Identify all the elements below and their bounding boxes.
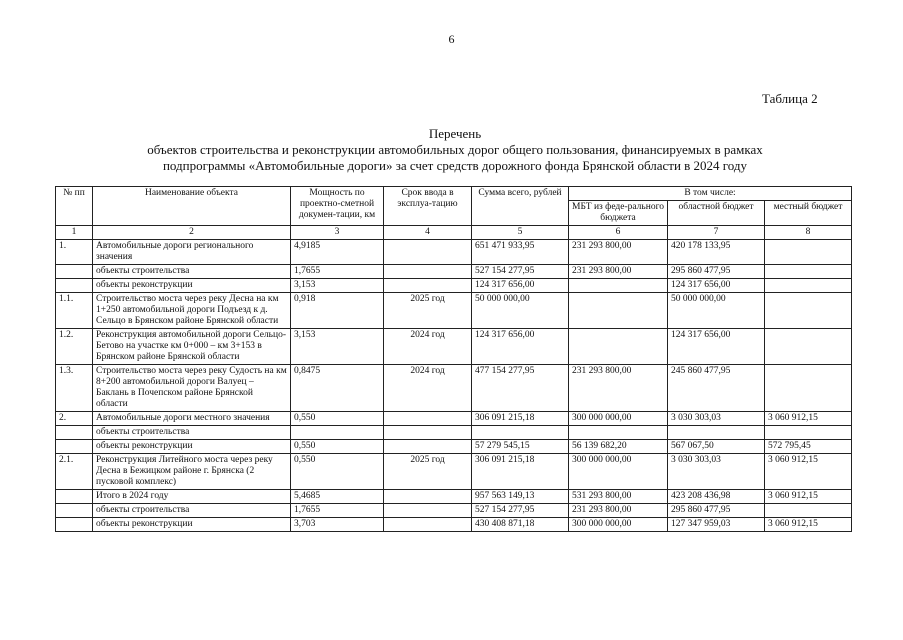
capacity-value: 0,918 (291, 293, 384, 329)
term-value: 2024 год (384, 365, 472, 412)
mbt-value (569, 426, 668, 440)
table-row (56, 412, 852, 426)
header-including: В том числе: (569, 187, 852, 201)
sum-value: 477 154 277,95 (472, 365, 569, 412)
object-name: Строительство моста через реку Судость на км 8+200 автомобильной дороги Валуец – Баклань в Почепском районе Брянской области (93, 365, 291, 412)
term-value: 2024 год (384, 329, 472, 365)
regional-value: 3 030 303,03 (668, 412, 765, 426)
page-number: 6 (448, 32, 455, 46)
local-value (765, 279, 852, 293)
sum-value: 124 317 656,00 (472, 279, 569, 293)
column-numbers-row (56, 226, 852, 240)
object-name: объекты реконструкции (93, 440, 291, 454)
regional-value: 124 317 656,00 (668, 279, 765, 293)
sum-value: 57 279 545,15 (472, 440, 569, 454)
term-value: 2025 год (384, 454, 472, 490)
row-number (56, 518, 93, 532)
object-name: Автомобильные дороги местного значения (93, 412, 291, 426)
sum-value (472, 426, 569, 440)
row-number: 1. (56, 240, 93, 265)
table-row (56, 329, 852, 365)
regional-value: 295 860 477,95 (668, 504, 765, 518)
row-number (56, 265, 93, 279)
term-value (384, 426, 472, 440)
sum-value: 527 154 277,95 (472, 504, 569, 518)
local-value: 3 060 912,15 (765, 412, 852, 426)
mbt-value: 300 000 000,00 (569, 518, 668, 532)
col-number: 4 (384, 226, 472, 240)
sum-value: 306 091 215,18 (472, 412, 569, 426)
capacity-value: 4,9185 (291, 240, 384, 265)
regional-value: 124 317 656,00 (668, 329, 765, 365)
term-value (384, 504, 472, 518)
mbt-value: 531 293 800,00 (569, 490, 668, 504)
header-term: Срок ввода в эксплуа-тацию (384, 187, 472, 226)
title-line-1: Перечень (428, 126, 482, 141)
total-row (56, 518, 852, 532)
row-number (56, 440, 93, 454)
row-number: 1.2. (56, 329, 93, 365)
local-value: 3 060 912,15 (765, 454, 852, 490)
term-value (384, 279, 472, 293)
regional-value: 245 860 477,95 (668, 365, 765, 412)
title-line-3: подпрограммы «Автомобильные дороги» за счет средств дорожного фонда Брянской области в 2024 году (162, 158, 748, 173)
object-name: Реконструкция автомобильной дороги Сельцо-Бетово на участке км 0+000 – км 3+153 в Брянском районе Брянской области (93, 329, 291, 365)
col-number: 6 (569, 226, 668, 240)
header-no: № пп (56, 187, 93, 226)
capacity-value: 5,4685 (291, 490, 384, 504)
local-value: 3 060 912,15 (765, 490, 852, 504)
object-name: Реконструкция Литейного моста через реку Десна в Бежицком районе г. Брянска (2 пусковой комплекс) (93, 454, 291, 490)
total-row (56, 504, 852, 518)
sum-value: 957 563 149,13 (472, 490, 569, 504)
total-row (56, 490, 852, 504)
mbt-value (569, 293, 668, 329)
row-number (56, 490, 93, 504)
capacity-value: 1,7655 (291, 504, 384, 518)
sum-value: 50 000 000,00 (472, 293, 569, 329)
table-row (56, 440, 852, 454)
sum-value: 651 471 933,95 (472, 240, 569, 265)
mbt-value: 231 293 800,00 (569, 504, 668, 518)
capacity-value: 3,153 (291, 279, 384, 293)
header-mbt: МБТ из феде-рального бюджета (569, 201, 668, 226)
object-name: Строительство моста через реку Десна на км 1+250 автомобильной дороги Подъезд к д. Сельцо в Брянском районе Брянской области (93, 293, 291, 329)
table-row (56, 454, 852, 490)
row-number: 2. (56, 412, 93, 426)
capacity-value: 0,550 (291, 454, 384, 490)
term-value (384, 412, 472, 426)
sum-value: 527 154 277,95 (472, 265, 569, 279)
document-title (40, 126, 870, 174)
header-name: Наименование объекта (93, 187, 291, 226)
regional-value: 3 030 303,03 (668, 454, 765, 490)
capacity-value: 1,7655 (291, 265, 384, 279)
sum-value: 306 091 215,18 (472, 454, 569, 490)
row-number (56, 426, 93, 440)
mbt-value: 300 000 000,00 (569, 412, 668, 426)
capacity-value: 3,703 (291, 518, 384, 532)
capacity-value: 3,153 (291, 329, 384, 365)
local-value (765, 365, 852, 412)
regional-value (668, 426, 765, 440)
object-name: объекты строительства (93, 265, 291, 279)
capacity-value: 0,8475 (291, 365, 384, 412)
sum-value: 430 408 871,18 (472, 518, 569, 532)
term-value (384, 490, 472, 504)
col-number: 7 (668, 226, 765, 240)
local-value (765, 293, 852, 329)
mbt-value (569, 279, 668, 293)
table-row (56, 240, 852, 265)
col-number: 1 (56, 226, 93, 240)
mbt-value (569, 329, 668, 365)
table-row (56, 279, 852, 293)
col-number: 2 (93, 226, 291, 240)
local-value (765, 426, 852, 440)
regional-value: 127 347 959,03 (668, 518, 765, 532)
objects-table (55, 186, 852, 532)
local-value (765, 240, 852, 265)
regional-value: 567 067,50 (668, 440, 765, 454)
object-name: объекты строительства (93, 504, 291, 518)
header-regional: областной бюджет (668, 201, 765, 226)
capacity-value (291, 426, 384, 440)
regional-value: 295 860 477,95 (668, 265, 765, 279)
local-value: 3 060 912,15 (765, 518, 852, 532)
row-number: 1.1. (56, 293, 93, 329)
row-number: 1.3. (56, 365, 93, 412)
table-row (56, 265, 852, 279)
row-number (56, 279, 93, 293)
table-label: Таблица 2 (762, 91, 818, 106)
local-value: 572 795,45 (765, 440, 852, 454)
regional-value: 420 178 133,95 (668, 240, 765, 265)
object-name: Автомобильные дороги регионального значения (93, 240, 291, 265)
mbt-value: 231 293 800,00 (569, 265, 668, 279)
local-value (765, 329, 852, 365)
header-local: местный бюджет (765, 201, 852, 226)
col-number: 8 (765, 226, 852, 240)
header-row-1 (56, 187, 852, 201)
header-capacity: Мощность по проектно-сметной докумен-тации, км (291, 187, 384, 226)
col-number: 5 (472, 226, 569, 240)
sum-value: 124 317 656,00 (472, 329, 569, 365)
capacity-value: 0,550 (291, 440, 384, 454)
col-number: 3 (291, 226, 384, 240)
row-number: 2.1. (56, 454, 93, 490)
mbt-value: 231 293 800,00 (569, 240, 668, 265)
title-line-2: объектов строительства и реконструкции автомобильных дорог общего пользования, финансируемых в рамках (147, 142, 763, 157)
term-value (384, 518, 472, 532)
term-value (384, 265, 472, 279)
mbt-value: 231 293 800,00 (569, 365, 668, 412)
row-number (56, 504, 93, 518)
regional-value: 423 208 436,98 (668, 490, 765, 504)
header-sum: Сумма всего, рублей (472, 187, 569, 226)
local-value (765, 504, 852, 518)
regional-value: 50 000 000,00 (668, 293, 765, 329)
mbt-value: 56 139 682,20 (569, 440, 668, 454)
term-value: 2025 год (384, 293, 472, 329)
object-name: объекты строительства (93, 426, 291, 440)
term-value (384, 440, 472, 454)
table-row (56, 426, 852, 440)
object-name: объекты реконструкции (93, 518, 291, 532)
capacity-value: 0,550 (291, 412, 384, 426)
local-value (765, 265, 852, 279)
table-row (56, 293, 852, 329)
mbt-value: 300 000 000,00 (569, 454, 668, 490)
object-name: объекты реконструкции (93, 279, 291, 293)
table-row (56, 365, 852, 412)
term-value (384, 240, 472, 265)
object-name: Итого в 2024 году (93, 490, 291, 504)
